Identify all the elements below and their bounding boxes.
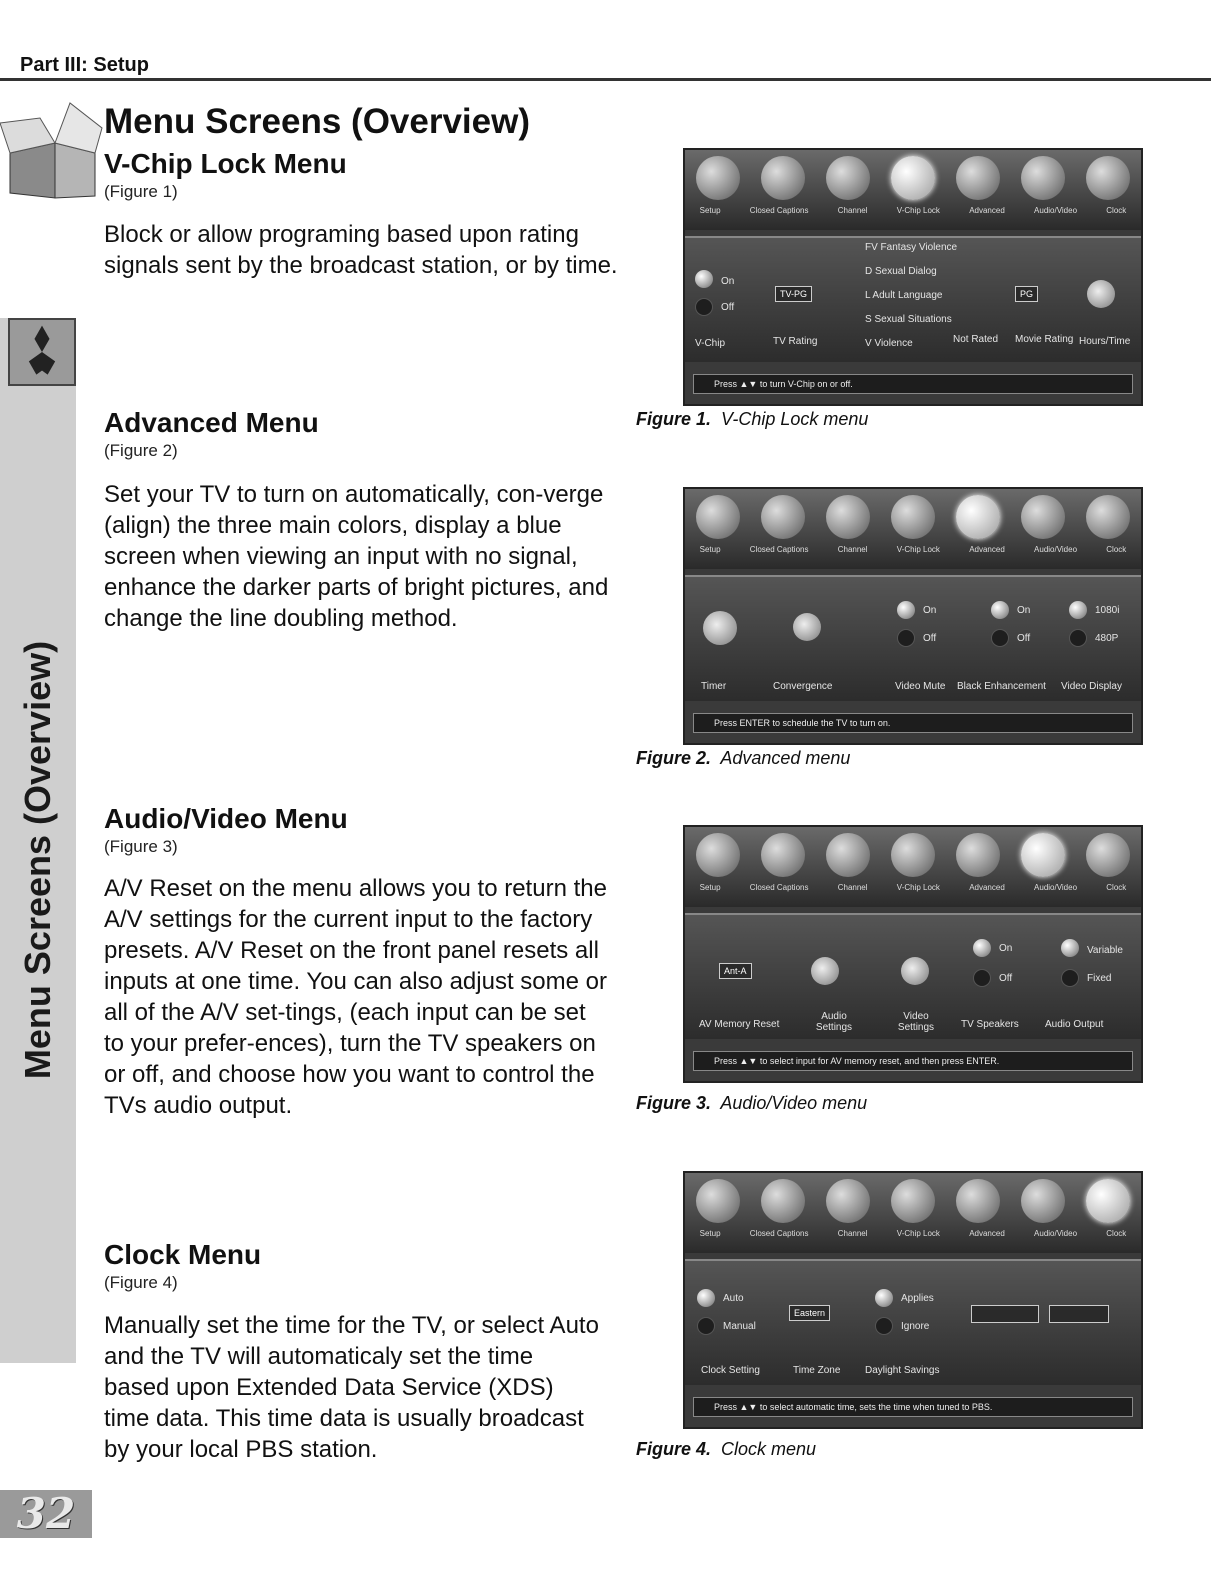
option-label: Variable <box>1087 945 1123 956</box>
video-knob-icon <box>901 957 929 985</box>
option-label: On <box>1017 605 1031 616</box>
menu-status-bar: Press ▲▼ to turn V-Chip on or off. <box>693 374 1133 394</box>
menu-tab-label: Channel <box>837 206 868 215</box>
menu-tab-label: V-Chip Lock <box>896 206 940 215</box>
menu-tab-icon <box>696 833 740 877</box>
option-label: On <box>999 943 1013 954</box>
menu-tab-icon <box>1086 833 1130 877</box>
radio-on-icon <box>1061 939 1079 957</box>
option-label: 1080i <box>1095 605 1120 616</box>
menu-tab-label: Advanced <box>969 1229 1005 1238</box>
radio-off-icon <box>697 1317 715 1335</box>
menu-tab-icon <box>956 833 1000 877</box>
menu-tab-icon <box>1021 833 1065 877</box>
option-label: D Sexual Dialog <box>865 266 937 277</box>
option-label: On <box>721 276 735 287</box>
menu-status-bar: Press ENTER to schedule the TV to turn on. <box>693 713 1133 733</box>
figure-caption: Figure 4. Clock menu <box>636 1439 817 1459</box>
option-label: Video Display <box>1061 681 1122 692</box>
option-label: Off <box>923 633 937 644</box>
menu-tab-label: Clock <box>1106 1229 1127 1238</box>
option-label: Audio Settings <box>815 1011 853 1033</box>
menu-tab-label: Advanced <box>969 545 1005 554</box>
radio-off-icon <box>973 969 991 987</box>
radio-off-icon <box>695 298 713 316</box>
menu-tab-labels <box>685 883 1141 892</box>
menu-tab-icon <box>696 156 740 200</box>
timer-knob-icon <box>703 611 737 645</box>
radio-on-icon <box>991 601 1009 619</box>
menu-tab-label: Closed Captions <box>749 1229 809 1238</box>
option-label: Audio Output <box>1045 1019 1104 1030</box>
menu-icon-bar <box>685 150 1141 230</box>
figure-caption: Figure 2. Advanced menu <box>636 748 851 768</box>
menu-tab-label: Audio/Video <box>1034 206 1078 215</box>
time-zone-box: Eastern <box>789 1305 830 1321</box>
movie-rating-box: PG <box>1015 286 1038 302</box>
convergence-knob-icon <box>793 613 821 641</box>
option-label: Manual <box>723 1321 756 1332</box>
figure-clock-menu <box>683 1171 1143 1429</box>
figure-ref: (Figure 4) <box>104 1273 178 1292</box>
menu-tab-icon <box>956 495 1000 539</box>
menu-tab-label: Closed Captions <box>749 545 809 554</box>
menu-tab-label: Setup <box>699 206 721 215</box>
menu-tab-label: V-Chip Lock <box>896 545 940 554</box>
radio-off-icon <box>1061 969 1079 987</box>
option-label: Video Mute <box>895 681 946 692</box>
menu-tab-icon <box>1086 495 1130 539</box>
figure-caption: Figure 1. V-Chip Lock menu <box>636 409 869 429</box>
knob-icon <box>1087 280 1115 308</box>
radio-on-icon <box>1069 601 1087 619</box>
menu-tab-label: Advanced <box>969 206 1005 215</box>
radio-on-icon <box>973 939 991 957</box>
section-title: V-Chip Lock Menu <box>104 148 347 179</box>
option-label: Black Enhancement <box>957 681 1046 692</box>
menu-tab-label: Channel <box>837 1229 868 1238</box>
menu-tab-icon <box>826 1179 870 1223</box>
figure-ref: (Figure 1) <box>104 182 178 201</box>
option-label: V Violence <box>865 338 913 349</box>
radio-on-icon <box>875 1289 893 1307</box>
radio-on-icon <box>695 270 713 288</box>
menu-tab-labels <box>685 1229 1141 1238</box>
option-label: Off <box>999 973 1013 984</box>
section-title: Audio/Video Menu <box>104 803 348 834</box>
option-label: 480P <box>1095 633 1119 644</box>
menu-tab-labels <box>685 206 1141 215</box>
option-label: Off <box>721 302 735 313</box>
sidebar-section-title: Menu Screens (Overview) <box>17 640 58 1080</box>
menu-tab-icon <box>1086 1179 1130 1223</box>
radio-off-icon <box>991 629 1009 647</box>
menu-tab-icon <box>826 495 870 539</box>
menu-tab-label: V-Chip Lock <box>896 883 940 892</box>
section-body: Manually set the time for the TV, or select Auto and the TV will automaticaly set the time based upon Extended Data Service (XDS) time data. This time data is usually broadcast by your local PBS station. <box>104 1312 599 1463</box>
page-title: Menu Screens (Overview) <box>104 102 530 141</box>
menu-tab-icon <box>826 833 870 877</box>
option-label: Convergence <box>773 681 833 692</box>
option-label: FV Fantasy Violence <box>865 242 958 253</box>
section-title: Clock Menu <box>104 1239 262 1270</box>
menu-tab-label: Audio/Video <box>1034 545 1078 554</box>
option-label: TV Speakers <box>961 1019 1019 1030</box>
menu-tab-label: Setup <box>699 883 721 892</box>
option-label: Clock Setting <box>701 1365 760 1376</box>
section-title: Advanced Menu <box>104 407 319 438</box>
option-label: V-Chip <box>695 338 726 349</box>
part-header: Part III: Setup <box>20 54 149 76</box>
empty-field-box <box>1049 1305 1109 1323</box>
option-label: Ignore <box>901 1321 930 1332</box>
menu-tab-icon <box>761 1179 805 1223</box>
menu-tab-icon <box>956 156 1000 200</box>
menu-tab-icon <box>761 156 805 200</box>
option-label: Video Settings <box>897 1011 935 1033</box>
figure-ref: (Figure 3) <box>104 837 178 856</box>
menu-tab-icon <box>696 495 740 539</box>
menu-tab-icon <box>891 495 935 539</box>
option-label: Movie Rating <box>1015 334 1074 345</box>
section-body: Block or allow programing based upon rating signals sent by the broadcast station, or by time. <box>104 221 618 279</box>
option-label: Time Zone <box>793 1365 841 1376</box>
menu-status-bar: Press ▲▼ to select input for AV memory reset, and then press ENTER. <box>693 1051 1133 1071</box>
option-label: TV Rating <box>773 336 818 347</box>
menu-tab-labels <box>685 545 1141 554</box>
menu-status-bar: Press ▲▼ to select automatic time, sets the time when tuned to PBS. <box>693 1397 1133 1417</box>
menu-tab-label: Setup <box>699 545 721 554</box>
menu-panel <box>685 1259 1141 1385</box>
menu-tab-label: Clock <box>1106 206 1127 215</box>
menu-tab-icon <box>696 1179 740 1223</box>
radio-off-icon <box>897 629 915 647</box>
menu-tab-icon <box>1021 1179 1065 1223</box>
menu-icon-bar <box>685 489 1141 569</box>
input-select-box: Ant-A <box>719 963 752 979</box>
option-label: AV Memory Reset <box>699 1019 780 1030</box>
option-label: Applies <box>901 1293 934 1304</box>
option-label: Daylight Savings <box>865 1365 940 1376</box>
menu-panel <box>685 913 1141 1039</box>
page-number: 32 <box>0 1490 92 1538</box>
section-body: Set your TV to turn on automatically, con-verge (align) the three main colors, display a blue screen when viewing an input with no signal, enhance the darker parts of bright pictures, and change the line doubling method. <box>104 481 609 632</box>
brand-logo-icon <box>8 318 76 386</box>
figure-ref: (Figure 2) <box>104 441 178 460</box>
section-body: A/V Reset on the menu allows you to return the A/V settings for the current input to the factory presets. A/V Reset on the front panel resets all inputs at one time. You can also adjust some or all of the A/V set-tings, (each input can be set to your prefer-ences), turn the TV speakers on or off, and choose how you want to control the TVs audio output. <box>104 875 607 1119</box>
menu-tab-label: Advanced <box>969 883 1005 892</box>
menu-tab-icon <box>1021 156 1065 200</box>
option-label: Not Rated <box>953 334 999 345</box>
tv-rating-box: TV-PG <box>775 286 812 302</box>
figure-caption: Figure 3. Audio/Video menu <box>636 1093 868 1113</box>
menu-icon-bar <box>685 1173 1141 1253</box>
menu-tab-label: Closed Captions <box>749 206 809 215</box>
open-box-icon <box>0 98 105 208</box>
option-label: Off <box>1017 633 1031 644</box>
menu-tab-label: Channel <box>837 545 868 554</box>
radio-off-icon <box>1069 629 1087 647</box>
menu-tab-icon <box>761 495 805 539</box>
figure-audio-video-menu <box>683 825 1143 1083</box>
option-label: S Sexual Situations <box>865 314 952 325</box>
menu-tab-label: Setup <box>699 1229 721 1238</box>
menu-tab-icon <box>761 833 805 877</box>
menu-tab-icon <box>891 156 935 200</box>
menu-tab-label: Closed Captions <box>749 883 809 892</box>
menu-panel <box>685 575 1141 701</box>
menu-tab-icon <box>891 1179 935 1223</box>
option-label: Fixed <box>1087 973 1112 984</box>
menu-tab-icon <box>826 156 870 200</box>
option-label: Hours/Time <box>1079 336 1131 347</box>
menu-tab-icon <box>956 1179 1000 1223</box>
menu-tab-label: V-Chip Lock <box>896 1229 940 1238</box>
menu-tab-icon <box>1021 495 1065 539</box>
menu-tab-label: Clock <box>1106 545 1127 554</box>
radio-on-icon <box>897 601 915 619</box>
menu-tab-label: Channel <box>837 883 868 892</box>
option-label: Timer <box>701 681 727 692</box>
radio-on-icon <box>697 1289 715 1307</box>
figure-vchip-menu <box>683 148 1143 406</box>
menu-tab-icon <box>1086 156 1130 200</box>
option-label: On <box>923 605 937 616</box>
menu-panel <box>685 236 1141 362</box>
empty-field-box <box>971 1305 1039 1323</box>
menu-icon-bar <box>685 827 1141 907</box>
audio-knob-icon <box>811 957 839 985</box>
figure-advanced-menu <box>683 487 1143 745</box>
menu-tab-label: Clock <box>1106 883 1127 892</box>
option-label: L Adult Language <box>865 290 943 301</box>
radio-off-icon <box>875 1317 893 1335</box>
menu-tab-label: Audio/Video <box>1034 883 1078 892</box>
menu-tab-icon <box>891 833 935 877</box>
menu-tab-label: Audio/Video <box>1034 1229 1078 1238</box>
header-rule <box>0 78 1211 81</box>
option-label: Auto <box>723 1293 744 1304</box>
